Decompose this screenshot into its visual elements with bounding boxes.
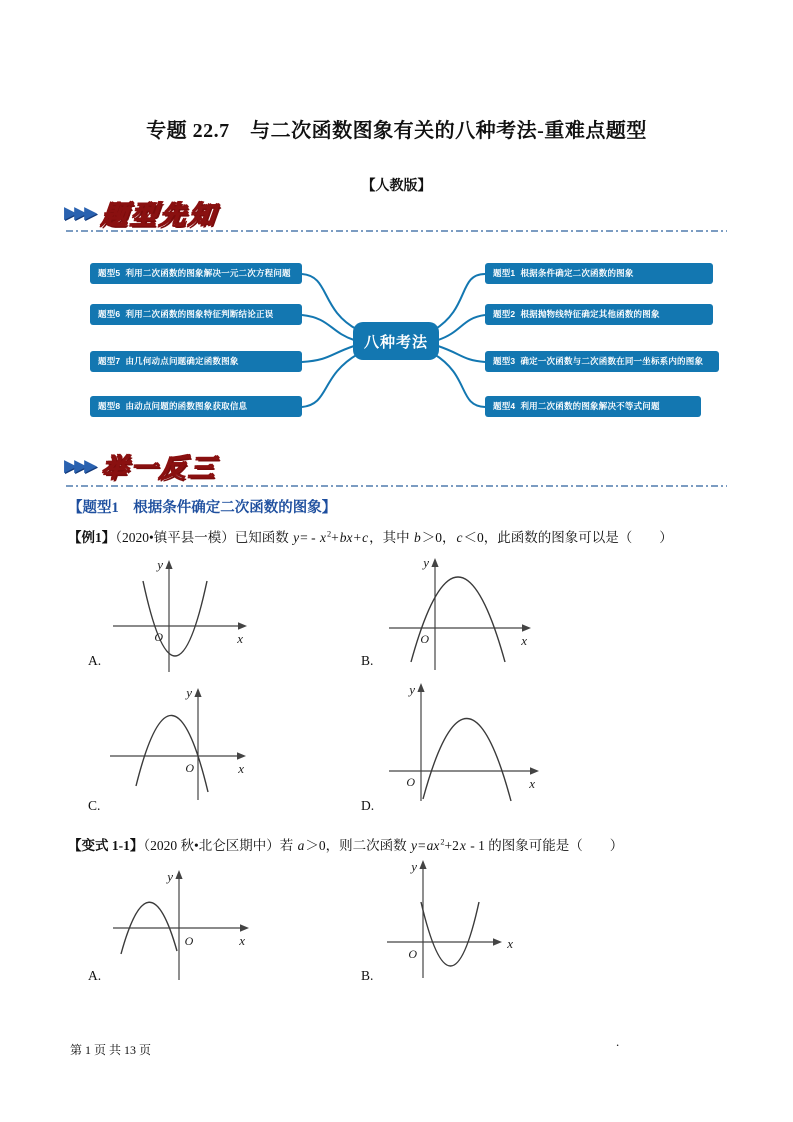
triple-arrow-icon: ▶▶▶ [64, 456, 95, 476]
option-a-graph [103, 556, 255, 681]
variant-option-b-graph [381, 858, 537, 989]
parabola-curve [423, 718, 511, 801]
mindmap-node-t7: 题型7 由几何动点问题确定函数图象 [90, 351, 302, 372]
x-axis-label: x [521, 633, 527, 648]
mindmap [0, 248, 793, 448]
footer-trailing-dot: . [616, 1034, 620, 1049]
x-axis-arrow-icon [530, 767, 539, 775]
y-axis-label: y [411, 859, 417, 874]
connector-line [302, 274, 358, 330]
option-c-graph [104, 684, 256, 809]
x-axis-arrow-icon [493, 938, 502, 946]
section-header-text: 题型先知 [100, 199, 220, 230]
section-header-juyifansan [64, 449, 218, 483]
x-axis-label: x [529, 776, 535, 791]
dash-dot-divider [66, 485, 727, 487]
origin-label: O [406, 775, 415, 789]
origin-label: O [154, 630, 163, 644]
edition-label: 【人教版】 [361, 179, 432, 194]
triple-arrow-icon: ▶▶▶ [64, 203, 95, 223]
option-b-label: B. [361, 653, 374, 668]
connector-line [302, 346, 354, 362]
y-axis-arrow-icon [194, 688, 201, 697]
y-axis-arrow-icon [417, 683, 424, 692]
mindmap-node-t4: 题型4 利用二次函数的图象解决不等式问题 [485, 396, 701, 417]
variant-option-a-graph [103, 868, 263, 989]
parabola-curve [136, 715, 208, 792]
connector-line [302, 315, 354, 340]
parabola-curve [421, 902, 479, 966]
mindmap-center-node: 八种考法 [353, 322, 439, 360]
y-axis-label: y [409, 682, 415, 697]
y-axis-arrow-icon [419, 860, 426, 869]
x-axis-arrow-icon [238, 622, 247, 630]
parabola-curve [143, 581, 207, 656]
connector-line [438, 346, 485, 362]
section-header-tixingxianzhi [64, 196, 218, 230]
page-footer: 第 1 页 共 13 页 [70, 1043, 152, 1057]
option-d-graph [383, 681, 545, 812]
connector-line [434, 274, 485, 330]
variant11-question-text: 【变式 1-1】（2020 秋•北仑区期中）若 a＞0，则二次函数 $y=ax^2+2x - 1$ 的图象可能是（ ） [68, 837, 624, 853]
origin-label: O [184, 934, 194, 948]
y-axis-label: y [423, 555, 429, 570]
option-c-label: C. [88, 798, 101, 813]
x-axis-arrow-icon [522, 624, 531, 632]
page-title: 专题 22.7 与二次函数图象有关的八种考法-重难点题型 [146, 120, 647, 142]
parabola-curve [411, 577, 505, 662]
topic1-heading: 【题型1 根据条件确定二次函数的图象】 [68, 500, 337, 516]
connector-line [438, 315, 485, 340]
option-d-label: D. [361, 798, 375, 813]
mindmap-node-t2: 题型2 根据抛物线特征确定其他函数的图象 [485, 304, 713, 325]
section-header-text: 举一反三 [100, 452, 220, 483]
mindmap-node-t1: 题型1 根据条件确定二次函数的图象 [485, 263, 713, 284]
origin-label: O [185, 761, 194, 775]
x-axis-label: x [237, 631, 243, 646]
y-axis-label: y [167, 869, 173, 884]
option-b-graph [381, 554, 539, 681]
y-axis-arrow-icon [165, 560, 172, 569]
mindmap-node-t8: 题型8 由动点问题的函数图象获取信息 [90, 396, 302, 417]
x-axis-label: x [238, 761, 244, 776]
x-axis-label: x [239, 933, 245, 948]
mindmap-node-t3: 题型3 确定一次函数与二次函数在同一坐标系内的图象 [485, 351, 719, 372]
y-axis-label: y [186, 685, 192, 700]
x-axis-arrow-icon [240, 924, 249, 932]
y-axis-arrow-icon [175, 870, 182, 879]
origin-label: O [408, 947, 417, 961]
example1-question-text: 【例1】（2020•镇平县一模）已知函数 $y= - x^2+bx+c$，其中 b＞0，c＜0，此函数的图象可以是（ ） [68, 529, 673, 545]
dash-dot-divider [66, 230, 727, 232]
origin-label: O [420, 632, 429, 646]
x-axis-label: x [507, 936, 513, 951]
y-axis-arrow-icon [431, 558, 438, 567]
mindmap-node-t5: 题型5 利用二次函数的图象解决一元二次方程问题 [90, 263, 302, 284]
y-axis-label: y [157, 557, 163, 572]
variant-option-a-label: A. [88, 968, 102, 983]
variant-option-b-label: B. [361, 968, 374, 983]
mindmap-node-t6: 题型6 利用二次函数的图象特征判断结论正误 [90, 304, 302, 325]
x-axis-arrow-icon [237, 752, 246, 760]
option-a-label: A. [88, 653, 102, 668]
